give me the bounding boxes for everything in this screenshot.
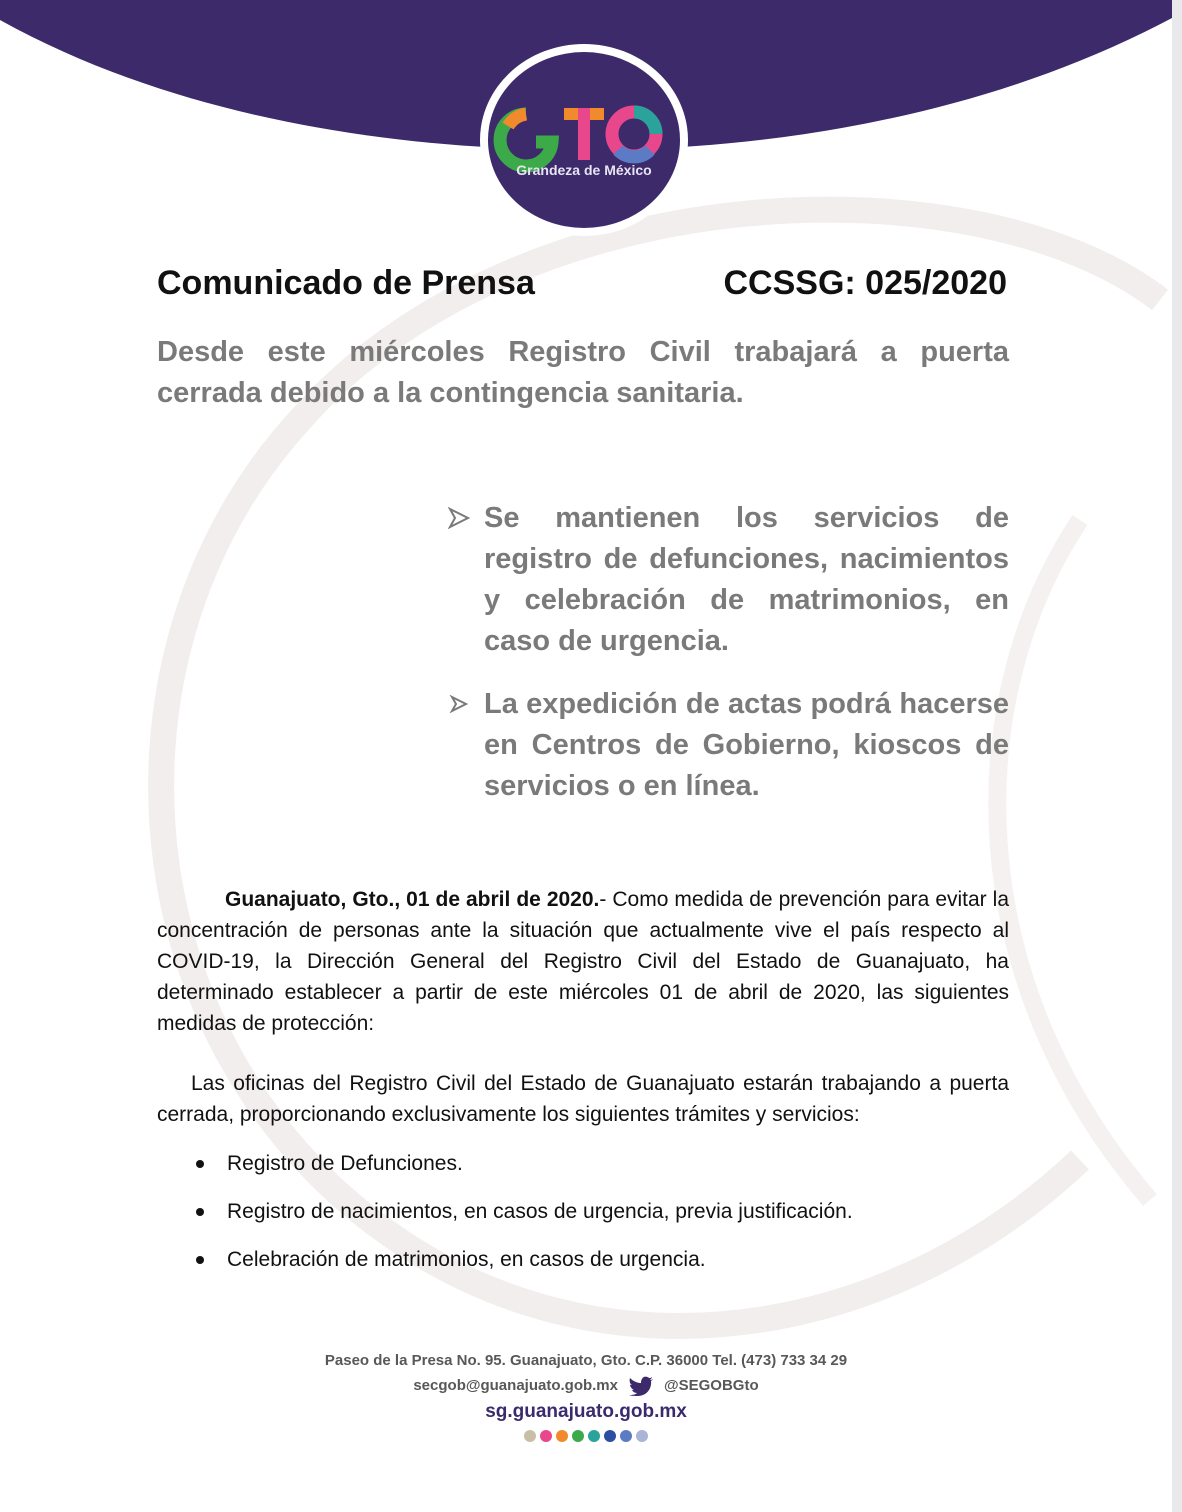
highlight-item xyxy=(448,684,1009,807)
document-title: Comunicado de Prensa xyxy=(157,264,535,302)
intro-text: - Como medida de prevención para evitar la concentración de personas ante la situación que actualmente vive el país respecto al COVID-19, la Dirección General del Registro Civil del Estado de Guanajuato, ha determinado establecer a partir de este miércoles 01 de abril de 2020, las siguientes medidas de protección: xyxy=(157,888,1009,1035)
footer-website[interactable]: sg.guanajuato.gob.mx xyxy=(485,1401,687,1422)
color-dot xyxy=(556,1430,568,1442)
color-dot xyxy=(604,1430,616,1442)
twitter-icon xyxy=(628,1376,654,1396)
bullet-icon xyxy=(196,1208,204,1216)
document-code: CCSSG: 025/2020 xyxy=(723,264,1007,302)
arrow-bullet-icon xyxy=(448,506,470,530)
logo-tagline: Grandeza de México xyxy=(516,162,652,178)
arrow-bullet-icon xyxy=(448,692,470,716)
bullet-icon xyxy=(196,1256,204,1264)
highlight-item xyxy=(448,498,1009,662)
bullet-icon xyxy=(196,1160,204,1168)
footer-email[interactable]: secgob@guanajuato.gob.mx xyxy=(413,1377,618,1394)
service-text: Registro de Defunciones. xyxy=(227,1152,463,1175)
page-edge xyxy=(1172,0,1182,1512)
color-dot xyxy=(588,1430,600,1442)
footer-contact xyxy=(0,1374,1172,1398)
color-dots xyxy=(0,1430,1172,1442)
color-dot xyxy=(636,1430,648,1442)
list-item xyxy=(190,1196,1010,1244)
footer-twitter[interactable]: @SEGOBGto xyxy=(664,1377,759,1394)
highlights-list xyxy=(448,498,1009,829)
services-list xyxy=(190,1148,1010,1292)
gto-logo-icon xyxy=(478,42,690,238)
gto-logo xyxy=(478,42,690,238)
list-item xyxy=(190,1148,1010,1196)
offices-paragraph: Las oficinas del Registro Civil del Estado de Guanajuato estarán trabajando a puerta cerrada, proporcionando exclusivamente los siguientes trámites y servicios: xyxy=(157,1072,1009,1126)
highlight-text: La expedición de actas podrá hacerse en Centros de Gobierno, kioscos de servicios o en línea. xyxy=(484,688,1009,802)
color-dot xyxy=(572,1430,584,1442)
color-dot xyxy=(524,1430,536,1442)
highlight-text: Se mantienen los servicios de registro de defunciones, nacimientos y celebración de matrimonios, en caso de urgencia. xyxy=(484,502,1009,657)
intro-paragraph xyxy=(157,884,1009,1039)
service-text: Celebración de matrimonios, en casos de urgencia. xyxy=(227,1248,706,1271)
service-text: Registro de nacimientos, en casos de urgencia, previa justificación. xyxy=(227,1200,853,1223)
color-dot xyxy=(540,1430,552,1442)
footer xyxy=(0,1348,1172,1442)
footer-address: Paseo de la Presa No. 95. Guanajuato, Gto. C.P. 36000 Tel. (473) 733 34 29 xyxy=(324,1352,848,1369)
color-dot xyxy=(620,1430,632,1442)
list-item xyxy=(190,1244,1010,1292)
headline: Desde este miércoles Registro Civil trabajará a puerta cerrada debido a la contingencia sanitaria. xyxy=(157,336,1009,409)
dateline: Guanajuato, Gto., 01 de abril de 2020. xyxy=(225,888,600,911)
